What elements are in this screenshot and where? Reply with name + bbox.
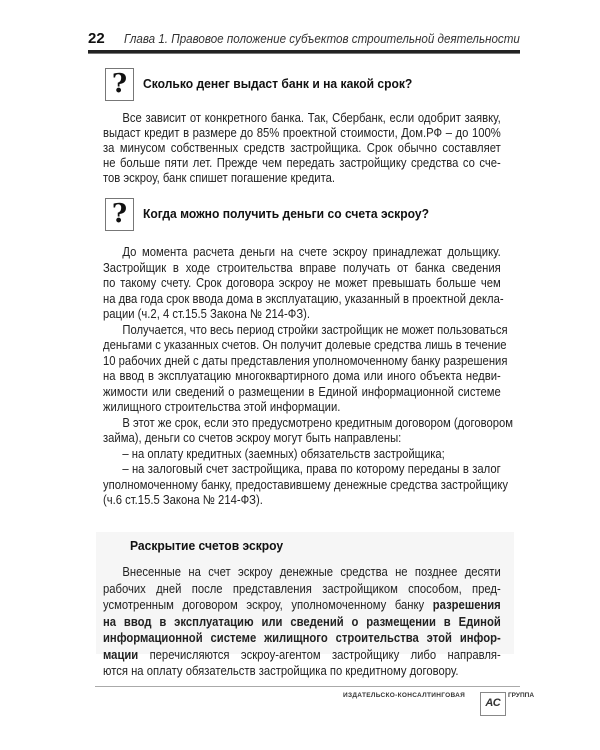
text-line: – на оплату кредитных (заемных) обязательств застройщика; bbox=[122, 445, 445, 461]
text-line: на ввод в эксплуатацию многоквартирного дома или иного объекта недви- bbox=[103, 368, 501, 383]
question-heading: Когда можно получить деньги со счета эскроу? bbox=[143, 206, 429, 221]
question-mark-icon: ? bbox=[105, 68, 134, 101]
section-text bbox=[103, 564, 501, 680]
text-line: Получается, что весь период стройки застройщик не может пользоваться bbox=[122, 321, 508, 337]
bold-text: мации bbox=[103, 646, 139, 662]
text-line bbox=[103, 564, 501, 581]
text-line: уполномоченному банку, предоставившему денежные средства застройщику bbox=[103, 476, 509, 492]
question-heading: Сколько денег выдаст банк и на какой срок? bbox=[143, 76, 413, 91]
publisher-logo: АС bbox=[480, 692, 506, 716]
text-line: Все зависит от конкретного банка. Так, Сбербанк, если одобрит заявку, bbox=[122, 110, 501, 125]
text-line: (ч.6 ст.15.5 Закона № 214-ФЗ). bbox=[103, 492, 263, 507]
text-line: тов эскроу, банк спишет погашение кредита. bbox=[103, 170, 336, 185]
running-header bbox=[88, 28, 518, 50]
publisher-label-group: ГРУППА bbox=[508, 692, 535, 699]
publisher-label: ИЗДАТЕЛЬСКО-КОНСАЛТИНГОВАЯ bbox=[343, 692, 466, 699]
header-rule bbox=[88, 50, 520, 54]
text-line: займа), деньги со счетов эскроу могут быть направлены: bbox=[103, 430, 402, 445]
text-line bbox=[103, 614, 501, 631]
text-line: До момента расчета деньги на счете эскроу принадлежат дольщику. bbox=[122, 244, 501, 259]
text-line: В этот же срок, если это предусмотрено кредитным договором (договором bbox=[122, 414, 514, 430]
question-mark-icon: ? bbox=[105, 198, 134, 231]
answer-text bbox=[103, 244, 514, 508]
text: рабочих дней после представления застройщиком способом, пред- bbox=[103, 580, 501, 596]
text-line: по такому счету. Срок договора эскроу не может превышать больше чем bbox=[103, 275, 501, 290]
page-number: 22 bbox=[88, 30, 105, 47]
text: перечисляются эскроу-агентом застройщику либо направля- bbox=[138, 646, 501, 662]
text: Внесенные на счет эскроу денежные средства не позднее десяти bbox=[122, 564, 501, 579]
text-line: выдаст кредит в размере до 85% проектной стоимости, Дом.РФ – до 100% bbox=[103, 125, 501, 140]
text-line: жимости или сведений о размещении в Единой информационной системе bbox=[103, 383, 501, 399]
bold-text: на ввод в эксплуатацию или сведений о размещении в Единой bbox=[103, 613, 501, 629]
text-line bbox=[103, 663, 501, 680]
text-line: за минусом собственных средств застройщика. Срок обычно составляет bbox=[103, 140, 501, 155]
chapter-title: Глава 1. Правовое положение субъектов строительной деятельности bbox=[124, 32, 520, 46]
footer-rule bbox=[95, 686, 520, 687]
answer-text bbox=[103, 110, 501, 185]
text-line: Застройщик в ходе строительства вправе получать от банка сведения bbox=[103, 259, 501, 275]
text-line: 10 рабочих дней с даты представления уполномоченному банку разрешения bbox=[103, 352, 508, 368]
text-line: не больше пяти лет. Прежде чем передать застройщику средства со сче- bbox=[103, 155, 501, 170]
text-line bbox=[103, 630, 501, 647]
bold-text: разрешения bbox=[432, 597, 501, 612]
text-line bbox=[103, 581, 501, 598]
bold-text: информационной системе жилищного строительства этой инфор- bbox=[103, 630, 501, 645]
text: усмотренным договором эскроу, уполномоченному банку bbox=[103, 597, 433, 612]
text-line: жилищного строительства этой информации. bbox=[103, 399, 341, 414]
text: ются на оплату обязательств застройщика по кредитному договору. bbox=[103, 663, 459, 678]
text-line: деньгами с указанных счетов. Он получит долевые средства лишь в течение bbox=[103, 337, 507, 352]
text-line bbox=[103, 647, 501, 664]
text-line: рации (ч.2, 4 ст.15.5 Закона № 214-ФЗ). bbox=[103, 306, 311, 321]
text-line: на два года срок ввода дома в эксплуатацию, указанный в проектной декла- bbox=[103, 290, 504, 306]
section-heading: Раскрытие счетов эскроу bbox=[130, 538, 284, 553]
text-line bbox=[103, 597, 501, 614]
text-line: – на залоговый счет застройщика, права по которому переданы в залог bbox=[122, 461, 501, 476]
